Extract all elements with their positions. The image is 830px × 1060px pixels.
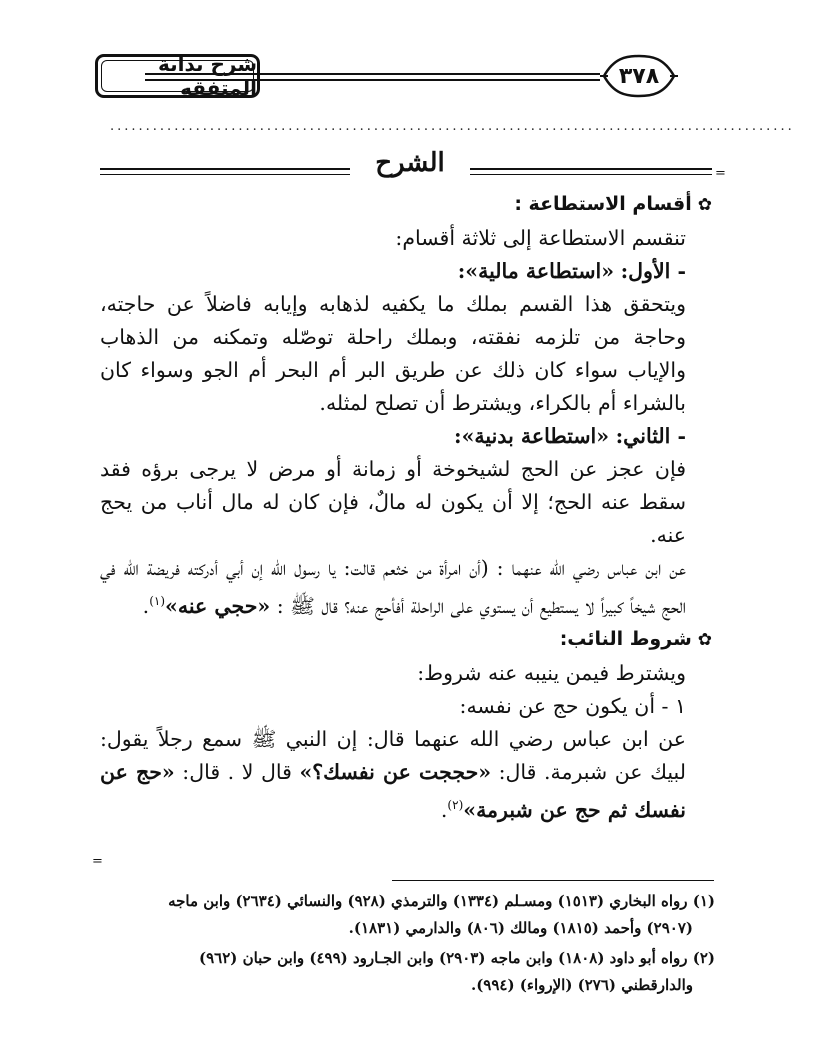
footnote-1-line2: (٢٩٠٧) وأحمد (١٨١٥) ومالك (٨٠٦) والدارمي (١٨٣١). [348, 919, 693, 937]
hadith-two-text: عن ابن عباس رضي الله عنهما قال: إن النبي ﷺ سمع رجلاً يقول: لبيك عن شبرمة. قال: [100, 726, 686, 784]
second-name: «استطاعة بدنية»: [454, 424, 610, 448]
flower-icon: ✿ [697, 195, 712, 215]
continuation-mark: = [92, 854, 103, 869]
second-label: - الثاني: [615, 424, 686, 448]
second-type [100, 420, 712, 453]
first-paragraph: ويتحقق هذا القسم بملك ما يكفيه لذهابه وإيابه فاضلاً عن حاجته، وحاجة من تلزمه نفقته، وبملك راحلة توصّله وتمكنه من الذهاب والإياب سواء كان ذلك عن طريق البر أم البحر أم الجو وسواء كان بالشراء أم بالكراء، ويشترط أن تصلح لمثله. [100, 292, 686, 415]
first-name: «استطاعة مالية»: [457, 259, 615, 283]
edge-mark: = [715, 166, 726, 181]
hadith-one [100, 552, 712, 623]
footnote-1-line1: (١) رواه البخاري (١٥١٣) ومسـلم (١٣٣٤) والترمذي (٩٢٨) والنسائي (٢٦٣٤) وابن ماجه [168, 892, 715, 910]
section-rule-right-thin [470, 174, 712, 175]
footnote-2-line1: (٢) رواه أبو داود (١٨٠٨) وابن ماجه (٢٩٠٣) وابن الجـارود (٤٩٩) وابن حبان (٩٦٢) [198, 949, 715, 967]
footnote-separator [392, 880, 714, 881]
footnotes [100, 888, 715, 1002]
section-rule-left-thin [100, 174, 350, 175]
footnote-1 [100, 888, 715, 942]
section-heading: الشرح [375, 148, 445, 178]
page-number: ٣٧٨ [618, 63, 660, 89]
hadith-one-text: عن ابن عباس رضي الله عنهما : (أن امرأة من خثعم قالت: يا رسول الله إن أبي أدركته فريضة الله في الحج شيخاً كبيراً لا يستطيع أن يستوي على الراحلة أفأحج عنه؟ قال ﷺ : [100, 556, 686, 618]
flower-icon: ✿ [697, 629, 712, 650]
istitaa-heading-text: أقسام الاستطاعة : [514, 193, 692, 215]
hadith-two [100, 723, 712, 827]
istitaa-heading [100, 188, 712, 222]
footnote-ref-1[interactable]: (١) [149, 594, 166, 608]
book-title-box [95, 54, 260, 98]
section-rule-left [100, 168, 350, 170]
book-title: شرح بداية المتفقه [157, 52, 257, 100]
condition-one: ١ - أن يكون حج عن نفسه: [459, 693, 686, 718]
page-number-badge [598, 52, 680, 100]
hadith-two-end: . [440, 797, 448, 822]
main-text [100, 188, 712, 827]
hadith-one-quote: «حجي عنه» [165, 593, 271, 618]
dotted-rule: ................................................................................................ [110, 119, 795, 134]
footnote-2-line2: والدارقطني (٢٧٦) (الإرواء) (٩٩٤). [470, 976, 693, 994]
first-label: - الأول: [620, 259, 686, 283]
naib-heading-text: شروط النائب: [559, 627, 692, 650]
footnote-ref-2[interactable]: (٢) [447, 797, 464, 812]
hadith-one-end: . [142, 593, 150, 618]
intro-paragraph: تنقسم الاستطاعة إلى ثلاثة أقسام: [395, 226, 686, 250]
first-type [100, 255, 712, 288]
second-paragraph: فإن عجز عن الحج لشيخوخة أو زمانة أو مرض لا يرجى برؤه فقد سقط عنه الحج؛ إلا أن يكون له مالٌ، فإن كان له مال أناب من يحج عنه. [100, 457, 686, 547]
hadith-two-question: «حججت عن نفسك؟» [299, 759, 492, 784]
naib-intro: ويشترط فيمن ينيبه عنه شروط: [417, 660, 686, 685]
section-rule-right [470, 168, 712, 170]
footnote-2 [100, 945, 715, 999]
hadith-two-middle: قال لا . قال: [182, 759, 292, 784]
naib-heading [100, 623, 712, 657]
hadith-two-answer: «حج عن نفسك ثم حج عن شبرمة» [100, 759, 686, 822]
